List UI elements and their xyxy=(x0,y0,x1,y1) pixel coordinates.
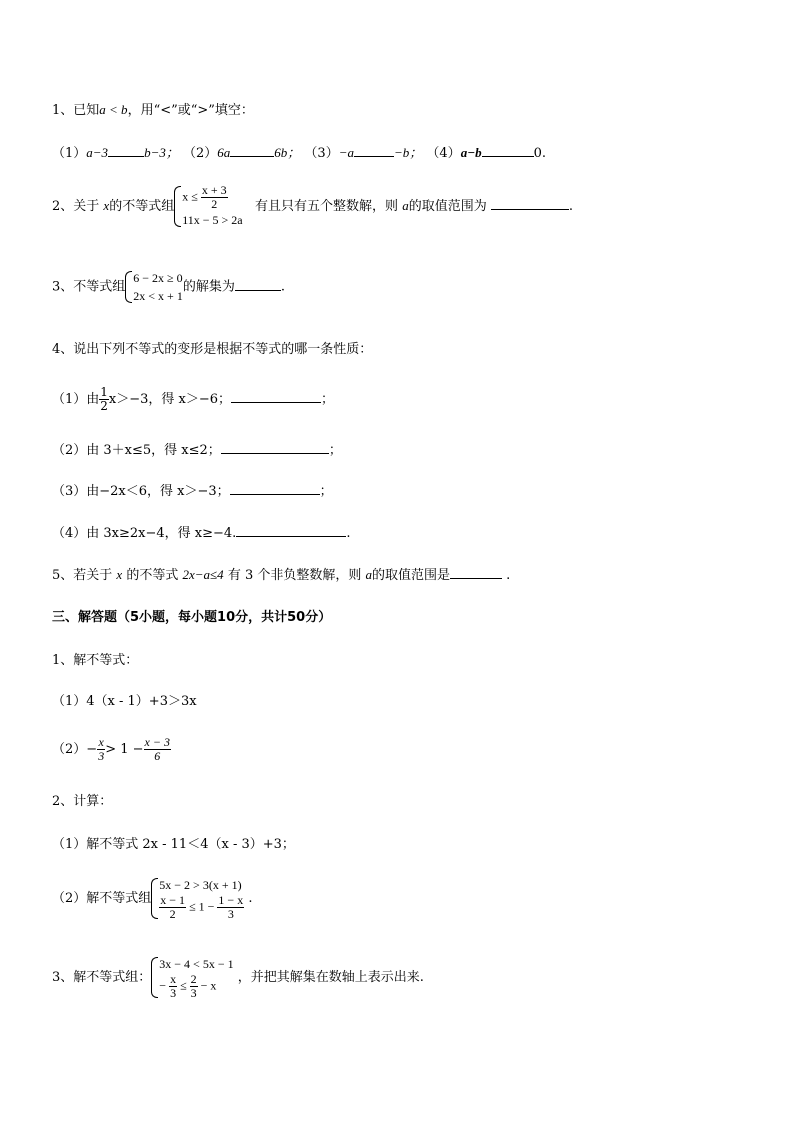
s3-q3-ineq2-fraction1 xyxy=(169,973,177,1000)
q4-part1-denominator: 2 xyxy=(100,399,108,413)
q4-part1-blank[interactable] xyxy=(231,390,321,403)
s3-q1-part2-minus: − xyxy=(86,742,98,757)
s3-q3-system xyxy=(151,955,233,1000)
s3-q2-part2-label: （2）解不等式组 xyxy=(52,891,152,906)
q3-prompt xyxy=(52,269,285,305)
q4-part2-text: （2）由 3＋x≤5，得 x≤2； xyxy=(52,443,221,458)
q2-variable: x xyxy=(103,198,110,213)
s3-q1-part1: （1）4（x - 1）+3＞3x xyxy=(52,694,197,709)
q1-part4-label: （4） xyxy=(426,146,461,161)
s3-q1-part2-fraction2 xyxy=(144,736,171,763)
s3-q3-ineq2-den1: 3 xyxy=(170,986,177,1000)
s3-q2-part2 xyxy=(52,876,252,921)
q4-part3-end: ； xyxy=(319,484,333,499)
q4-title: 4、说出下列不等式的变形是根据不等式的哪一条性质： xyxy=(52,342,373,357)
s3-q2-ineq2-den1: 2 xyxy=(169,907,176,921)
s3-q2-ineq2-num2: 1 − x xyxy=(218,893,244,907)
s3-q1-part2-den2: 6 xyxy=(154,749,161,763)
q5-suffix: 有 3 个非负整数解，则 xyxy=(227,568,362,583)
s3-q2-end: . xyxy=(248,891,253,906)
q4-part1 xyxy=(52,386,334,413)
q1-part1-label: （1） xyxy=(52,146,87,161)
q1-part2-blank[interactable] xyxy=(230,144,274,157)
q1-part3-rhs: −b； xyxy=(393,145,423,160)
s3-q1-part2-num1: x xyxy=(98,735,104,749)
s3-q2-part1: （1）解不等式 2x - 11＜4（x - 3）+3； xyxy=(52,837,295,852)
q2-ineq1-denominator: 2 xyxy=(211,197,218,211)
q5-param: a xyxy=(365,567,373,582)
q2-ineq1-numerator: x + 3 xyxy=(201,183,227,197)
s3-q3-ineq2-mid: ≤ xyxy=(180,978,187,993)
s3-q1-part2-mid: > 1 − xyxy=(105,742,144,757)
q4-part1-numerator: 1 xyxy=(100,385,108,399)
q3-brace xyxy=(125,271,132,303)
q3-ineq1: 6 − 2x ≥ 0 xyxy=(133,271,183,285)
s3-q2-ineq2-den2: 3 xyxy=(227,907,234,921)
q4-part1-fraction xyxy=(99,386,109,413)
q1-part1-blank[interactable] xyxy=(108,144,144,157)
q1-part1-rhs: b−3； xyxy=(144,145,179,160)
s3-q2-ineq2-fraction1 xyxy=(159,894,186,921)
q4-part1-label: （1）由 xyxy=(52,392,100,407)
s3-q1-part2-den1: 3 xyxy=(98,749,105,763)
s3-q2-ineq2-mid: ≤ 1 − xyxy=(189,899,215,914)
s3-q3-ineq2-den2: 3 xyxy=(190,986,197,1000)
q3-end: . xyxy=(280,279,285,295)
q4-part2 xyxy=(52,441,342,460)
q1-parts xyxy=(52,144,546,163)
q2-mid: 的不等式组 xyxy=(109,199,175,214)
s3-q1-part2-num2: x − 3 xyxy=(144,735,170,749)
q1-condition: a < b xyxy=(99,102,128,117)
q5-inequality: 2x−a≤4 xyxy=(182,567,224,582)
s3-q3-brace xyxy=(151,957,158,998)
q2-prefix: 2、关于 xyxy=(52,199,100,214)
s3-q2-ineq1: 5x − 2 > 3(x + 1) xyxy=(159,878,242,892)
q4-part3-text: （3）由−2x＜6，得 x＞−3； xyxy=(52,484,230,499)
q1-part1-lhs: a−3 xyxy=(86,145,109,160)
q1-instruction: ，用“<”或“>”填空： xyxy=(127,103,254,118)
s3-q1-title: 1、解不等式： xyxy=(52,653,139,668)
s3-q3-ineq1: 3x − 4 < 5x − 1 xyxy=(159,957,234,971)
q1-part2-rhs: 6b； xyxy=(274,145,301,160)
s3-q1-part2-fraction1 xyxy=(97,736,105,763)
s3-q3-prompt xyxy=(52,955,424,1000)
q3-suffix: 的解集为 xyxy=(182,279,235,295)
q4-part3 xyxy=(52,482,333,501)
q1-part2-lhs: 6a xyxy=(217,145,231,160)
q2-blank[interactable] xyxy=(491,197,569,210)
q1-part4-lhs: a−b xyxy=(460,145,482,160)
q2-suffix2: 的取值范围为 xyxy=(408,199,487,214)
q3-prefix: 3、不等式组 xyxy=(52,279,126,295)
s3-q3-ineq2-num2: 2 xyxy=(190,972,197,986)
q2-suffix: 有且只有五个整数解，则 xyxy=(255,199,399,214)
q3-ineq2: 2x < x + 1 xyxy=(133,289,183,303)
section3-heading: 三、解答题（5小题，每小题10分，共计50分） xyxy=(52,610,332,625)
s3-q2-title: 2、计算： xyxy=(52,794,113,809)
q2-system xyxy=(174,184,242,229)
q5-mid: 的不等式 xyxy=(126,568,179,583)
q4-part4-text: （4）由 3x≥2x−4，得 x≥−4. xyxy=(52,526,237,541)
q5-end: . xyxy=(506,568,511,583)
q4-part3-blank[interactable] xyxy=(230,482,320,495)
q4-part4 xyxy=(52,524,350,543)
q4-part2-blank[interactable] xyxy=(221,441,329,454)
q3-blank[interactable] xyxy=(235,278,281,291)
q4-part1-text: x＞−3，得 x＞−6； xyxy=(108,392,232,407)
q1-part3-blank[interactable] xyxy=(354,144,394,157)
q5-suffix2: 的取值范围是 xyxy=(372,568,451,583)
q2-ineq1-lhs: x ≤ xyxy=(182,189,198,204)
q1-part3-lhs: −a xyxy=(338,145,354,160)
q4-part2-end: ； xyxy=(328,443,342,458)
q2-ineq1-fraction xyxy=(201,184,228,211)
q1-part2-label: （2） xyxy=(182,146,218,161)
q1-part3-label: （3） xyxy=(304,146,339,161)
q4-part4-blank[interactable] xyxy=(236,524,346,537)
s3-q2-system xyxy=(151,876,244,921)
s3-q3-ineq2-fraction2 xyxy=(190,973,198,1000)
s3-q1-part2-label: （2） xyxy=(52,742,87,757)
s3-q3-ineq2-num1: x xyxy=(170,972,177,986)
q2-prompt xyxy=(52,184,573,229)
q3-system xyxy=(125,269,183,305)
s3-q3-prefix: 3、解不等式组： xyxy=(52,970,152,985)
q5-prefix: 5、若关于 xyxy=(52,568,113,583)
q1-prompt xyxy=(52,101,254,120)
s3-q3-ineq2-minus: − xyxy=(159,978,167,993)
q5-prompt xyxy=(52,566,510,585)
q2-brace xyxy=(174,186,181,227)
s3-q3-ineq2-tail: − x xyxy=(200,978,217,993)
q2-param: a xyxy=(402,198,409,213)
q4-part1-end: ； xyxy=(321,392,335,407)
s3-q2-ineq2-fraction2 xyxy=(217,894,244,921)
q1-text: 1、已知 xyxy=(52,103,100,118)
q1-part4-blank[interactable] xyxy=(482,144,534,157)
s3-q1-part2 xyxy=(52,736,171,763)
q2-ineq2: 11x − 5 > 2a xyxy=(182,213,243,227)
s3-q3-suffix: ，并把其解集在数轴上表示出来. xyxy=(237,970,424,985)
q4-part4-end: . xyxy=(346,526,351,541)
q5-variable: x xyxy=(116,567,123,582)
q1-part4-rhs: 0. xyxy=(533,146,546,161)
q2-end: . xyxy=(568,199,573,214)
s3-q2-ineq2-num1: x − 1 xyxy=(160,893,186,907)
q5-blank[interactable] xyxy=(450,566,502,579)
s3-q2-brace xyxy=(151,878,158,919)
